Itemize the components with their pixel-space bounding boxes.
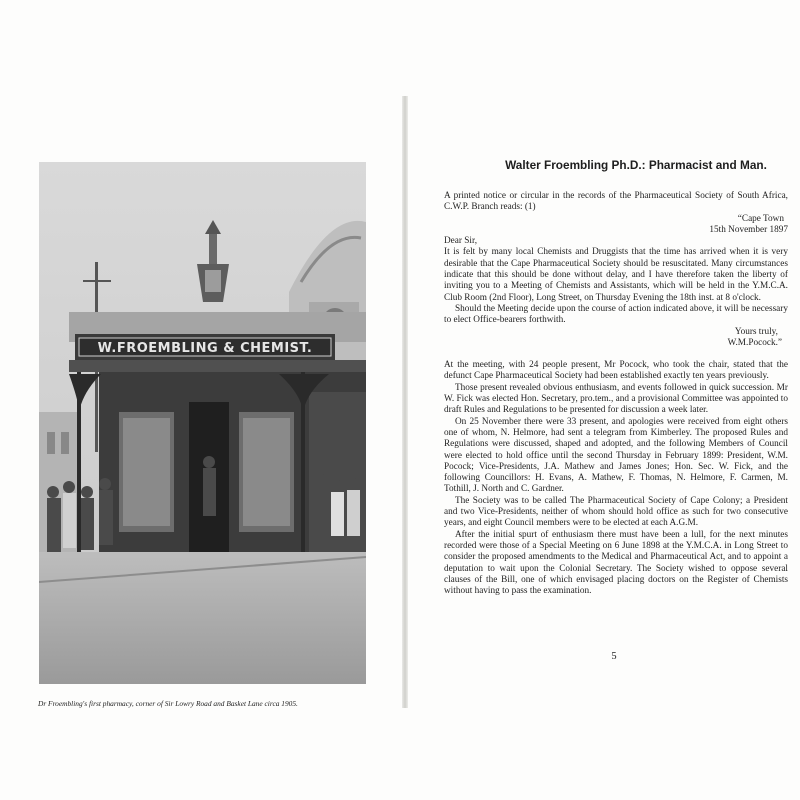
page-number: 5 (611, 651, 617, 662)
letter-body: It is felt by many local Chemists and Druggists that the time has arrived when it is very desirable that the Cape Pharmaceutical Society should be resuscitated. Many circumstances indicate that this should be done without delay, and I have therefore taken the liberty of inviting you to a Meeting of Chemists and Assistants, which will be held in the Y.M.C.A. Club Room (2nd Floor), Long Street, on Thursday Evening the 18th inst. at 8 o'clock. (444, 247, 788, 303)
shop-sign-text: W.FROEMBLING & CHEMIST. (97, 341, 313, 356)
body-text (444, 191, 788, 597)
paragraph: After the initial spurt of enthusiasm there must have been a lull, for the next minutes recorded were those of a Special Meeting on 6 June 1898 at the Y.M.C.A. in Long Street to consider the proposed amendments to the Medical and Pharmaceutical Act, and to appoint a deputation to wait upon the Colonial Secretary. The Society wished to oppose several clauses of the Bill, one of which envisaged placing doctors on the Register of Chemists without having to pass the examination. (444, 529, 788, 597)
intro-paragraph: A printed notice or circular in the records of the Pharmaceutical Society of South Africa, C.W.P. Branch reads: (1) (444, 191, 788, 213)
letter-salutation: Dear Sir, (444, 236, 478, 247)
pharmacy-photograph (39, 162, 366, 684)
letter-date: 15th November 1897 (709, 224, 788, 235)
paragraph: On 25 November there were 33 present, and apologies were received from eight others one of whom, N. Helmore, had sent a telegram from Kimberley. The proposed Rules and Regulations were discussed, shaped and adopted, and the following Members of Council were elected to hold office until the second Thursday in February 1899: President, W.M. Pocock; Vice-Presidents, J.A. Mathew and James Jones; Hon. Sec. W. Fick, and the following Councillors: H. Evans, A. Mathew, F. Thomas, N. Helmore, F. Carmen, M. Tothill, J. North and C. Gardner. (444, 416, 788, 495)
letter-body: Should the Meeting decide upon the course of action indicated above, it will be necessary to elect Office-bearers forthwith. (444, 303, 788, 326)
chapter-title: Walter Froembling Ph.D.: Pharmacist and Man. (505, 158, 767, 172)
photo-caption: Dr Froembling's first pharmacy, corner of Sir Lowry Road and Basket Lane circa 1905. (38, 699, 298, 708)
right-page (408, 96, 800, 708)
letter-place: “Cape Town (737, 213, 784, 224)
letter-closing: Yours truly, (734, 326, 778, 337)
paragraph: The Society was to be called The Pharmaceutical Society of Cape Colony; a President and two Vice-Presidents, neither of whom should hold office as such for two consecutive years, and eight Council members were to be elected at each A.G.M. (444, 495, 788, 529)
letter-signature: W.M.Pocock.” (727, 337, 782, 348)
paragraph: At the meeting, with 24 people present, Mr Pocock, who took the chair, stated that the defunct Cape Pharmaceutical Society had been established exactly ten years previously. (444, 360, 788, 382)
paragraph: Those present revealed obvious enthusiasm, and events followed in quick succession. Mr W. Fick was elected Hon. Secretary, pro.tem., and a provisional Committee was appointed to draft Rules and Regulations to be presented for discussion a week later. (444, 382, 788, 416)
left-page (0, 96, 402, 708)
